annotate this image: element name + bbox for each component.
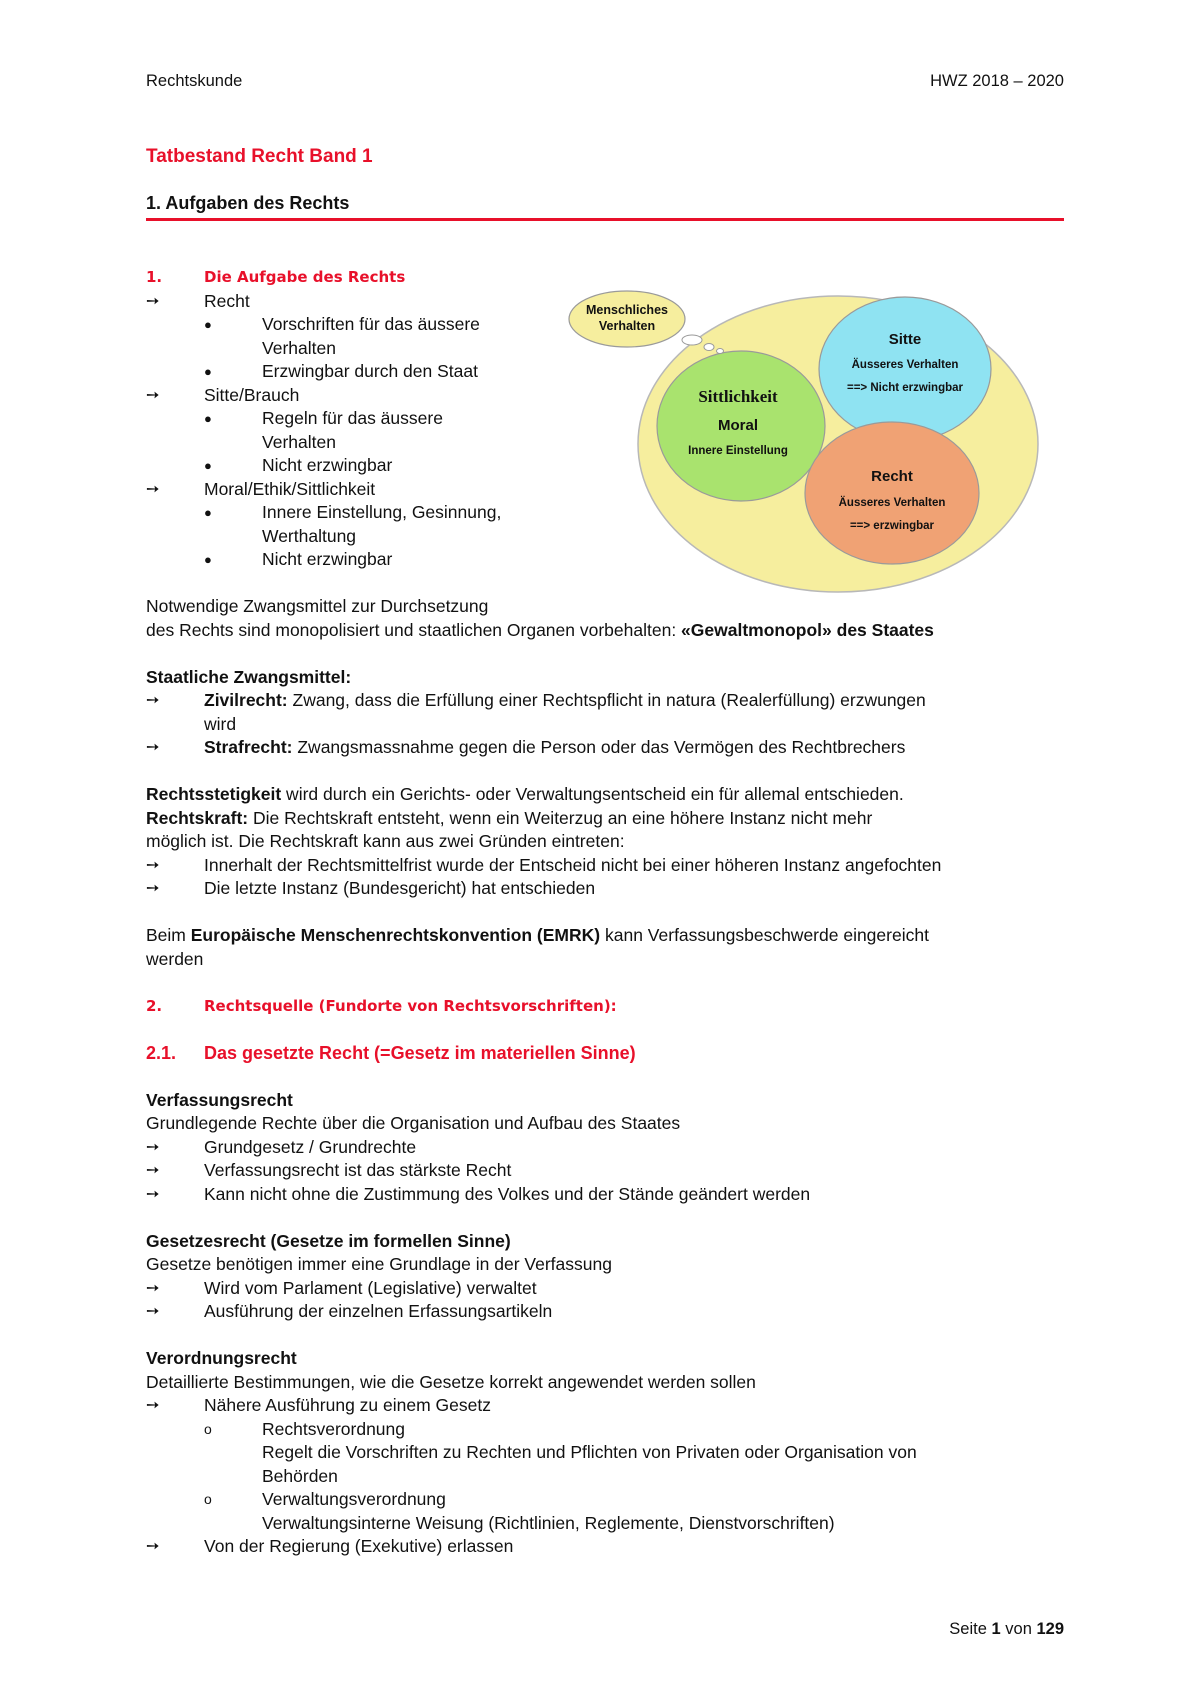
sitte-line-1: Äusseres Verhalten [851, 359, 959, 371]
list-item: ● Nicht erzwingbar [146, 548, 1066, 572]
list-item-continued: Verwaltungsinterne Weisung (Richtlinien, Reglemente, Dienstvorschriften) [262, 1512, 835, 1533]
arrow-icon: ➙ [146, 1162, 160, 1179]
list-item: ● Nicht erzwingbar [146, 454, 1066, 478]
sitte-title: Sitte [888, 331, 922, 348]
total-pages: 129 [1036, 1620, 1064, 1638]
recht-line-1: Äusseres Verhalten [838, 497, 946, 509]
paragraph-line: Rechtsstetigkeit wird durch ein Gerichts- oder Verwaltungsentscheid ein für allemal entschieden. [146, 784, 904, 804]
paragraph-line: werden [146, 948, 204, 969]
sittlichkeit-title: Sittlichkeit [698, 387, 778, 406]
verordnung-heading: Verordnungsrecht [146, 1348, 297, 1368]
list-item: ➙ Moral/Ethik/Sittlichkeit [146, 478, 1066, 502]
list-item: ➙ Sitte/Brauch [146, 384, 1066, 408]
bullet-icon: ● [204, 411, 212, 426]
list-item-continued: wird [204, 713, 237, 734]
list-item-continued: Regelt die Vorschriften zu Rechten und Pflichten von Privaten oder Organisation von [262, 1442, 917, 1462]
list-item: ➙ Strafrecht: Zwangsmassnahme gegen die Person oder das Vermögen des Rechtbrechers [146, 736, 1066, 760]
arrow-icon: ➙ [146, 692, 160, 709]
list-item: ● Erzwingbar durch den Staat [146, 360, 1066, 384]
arrow-icon: ➙ [146, 739, 160, 756]
s2-heading: 2. Rechtsquelle (Fundorte von Rechtsvorschriften): [146, 996, 617, 1015]
arrow-icon: ➙ [146, 856, 160, 874]
recht-line-2: ==> erzwingbar [849, 520, 935, 532]
verfassung-heading: Verfassungsrecht [146, 1089, 293, 1110]
paragraph-line: Gesetze benötigen immer eine Grundlage in der Verfassung [146, 1254, 612, 1274]
bubble-line-1: Menschliches [586, 303, 668, 317]
list-item: ● Innere Einstellung, Gesinnung, [146, 501, 1066, 525]
arrow-icon: ➙ [146, 386, 160, 404]
paragraph-line: Notwendige Zwangsmittel zur Durchsetzung [146, 596, 489, 616]
moral-line-1: Innere Einstellung [688, 445, 788, 457]
bullet-icon: ● [204, 317, 212, 332]
s1-heading [146, 266, 1066, 290]
arrow-icon: ➙ [146, 1538, 160, 1555]
arrow-icon: ➙ [146, 292, 160, 310]
red-divider [146, 218, 1064, 221]
current-page: 1 [991, 1620, 1001, 1638]
s1-title: Die Aufgabe des Rechts [204, 268, 406, 286]
paragraph-line: Rechtskraft: Die Rechtskraft entsteht, wenn ein Weiterzug an eine höhere Instanz nicht mehr [146, 807, 873, 828]
bullet-icon: ● [204, 458, 212, 473]
bullet-icon: ● [204, 505, 212, 520]
list-item: ➙ Wird vom Parlament (Legislative) verwaltet [146, 1277, 1066, 1301]
bubble-line-2: Verhalten [598, 319, 656, 333]
list-item-continued: Verhalten [262, 337, 336, 358]
moral-title: Moral [717, 417, 759, 434]
arrow-icon: ➙ [146, 1397, 160, 1414]
bullet-icon: ● [204, 552, 212, 567]
list-item: ➙ Die letzte Instanz (Bundesgericht) hat entschieden [146, 877, 1066, 901]
section-heading: 1. Aufgaben des Rechts [146, 193, 350, 213]
list-item: ➙ Grundgesetz / Grundrechte [146, 1136, 1066, 1160]
arrow-icon: ➙ [146, 1138, 160, 1156]
list-item: ➙ Innerhalt der Rechtsmittelfrist wurde der Entscheid nicht bei einer höheren Instanz angefochten [146, 854, 1066, 878]
circle-bullet-icon: o [204, 1420, 212, 1437]
list-item: ● Vorschriften für das äussere [146, 313, 1066, 337]
sitte-line-2: ==> Nicht erzwingbar [847, 382, 963, 394]
paragraph-line: Beim Europäische Menschenrechtskonvention (EMRK) kann Verfassungsbeschwerde eingereicht [146, 925, 929, 945]
paragraph-line: des Rechts sind monopolisiert und staatlichen Organen vorbehalten: «Gewaltmonopol» des Staates [146, 619, 934, 640]
arrow-icon: ➙ [146, 1303, 160, 1320]
list-item: ● Regeln für das äussere [146, 407, 1066, 431]
paragraph-line: Detaillierte Bestimmungen, wie die Gesetze korrekt angewendet werden sollen [146, 1371, 756, 1392]
circle-bullet-icon: o [204, 1491, 212, 1507]
arrow-icon: ➙ [146, 1279, 160, 1297]
bullet-icon: ● [204, 364, 212, 379]
gesetz-heading: Gesetzesrecht (Gesetze im formellen Sinne) [146, 1230, 511, 1251]
arrow-icon: ➙ [146, 480, 160, 498]
zwangsmittel-heading: Staatliche Zwangsmittel: [146, 666, 352, 687]
list-item: ➙ Von der Regierung (Exekutive) erlassen [146, 1535, 1066, 1559]
list-item: o Verwaltungsverordnung [146, 1488, 1066, 1512]
list-item: ➙ Kann nicht ohne die Zustimmung des Volkes und der Stände geändert werden [146, 1183, 1066, 1207]
s21-heading: 2.1. Das gesetzte Recht (=Gesetz im materiellen Sinne) [146, 1042, 636, 1063]
header-right: HWZ 2018 – 2020 [930, 72, 1064, 90]
paragraph-line: möglich ist. Die Rechtskraft kann aus zwei Gründen eintreten: [146, 831, 625, 851]
list-item-continued: Verhalten [262, 431, 336, 452]
list-item: ➙ Zivilrecht: Zwang, dass die Erfüllung einer Rechtspflicht in natura (Realerfüllung) erzwungen [146, 689, 1066, 713]
list-item: o Rechtsverordnung [146, 1418, 1066, 1442]
list-item-continued: Werthaltung [262, 525, 357, 546]
list-item: ➙ Recht [146, 290, 1066, 314]
header-left: Rechtskunde [146, 72, 243, 90]
document-title: Tatbestand Recht Band 1 [146, 146, 373, 167]
list-item: ➙ Verfassungsrecht ist das stärkste Recht [146, 1159, 1066, 1183]
list-item-continued: Behörden [262, 1465, 338, 1486]
list-item: ➙ Nähere Ausführung zu einem Gesetz [146, 1394, 1066, 1418]
list-item: ➙ Ausführung der einzelnen Erfassungsartikeln [146, 1300, 1066, 1324]
s1-number: 1. [146, 268, 163, 286]
arrow-icon: ➙ [146, 880, 160, 897]
page-footer: Seite 1 von 129 [949, 1620, 1064, 1638]
document-body [146, 266, 1066, 1559]
recht-title: Recht [871, 468, 913, 485]
arrow-icon: ➙ [146, 1185, 160, 1203]
paragraph-line: Grundlegende Rechte über die Organisation und Aufbau des Staates [146, 1113, 681, 1133]
